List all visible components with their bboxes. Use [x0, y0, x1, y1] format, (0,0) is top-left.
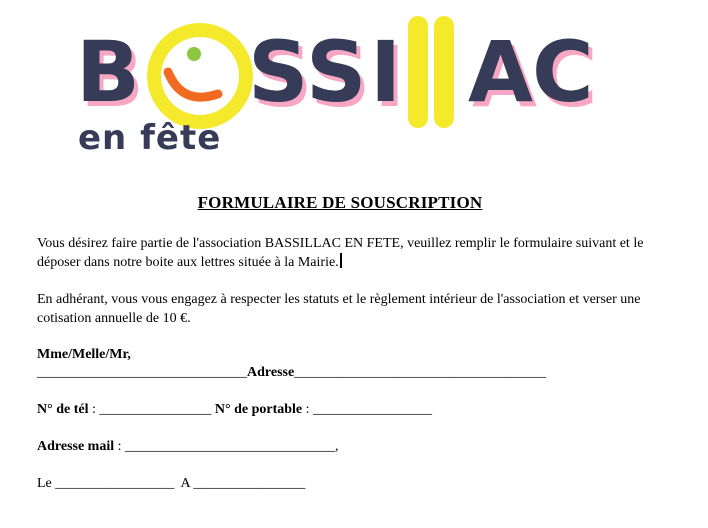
text-cursor: [340, 253, 342, 268]
form-title: FORMULAIRE DE SOUSCRIPTION: [197, 193, 483, 212]
date-field[interactable]: _________________: [55, 476, 175, 491]
logo-letter-s1: S: [248, 23, 309, 121]
bassillac-logo: [70, 2, 610, 172]
address-field[interactable]: ____________________________________: [294, 365, 547, 380]
logo-letter-b: B: [76, 23, 141, 121]
smiley-eye: [187, 47, 201, 61]
smiley-mouth: [168, 72, 218, 97]
name-field[interactable]: ______________________________: [37, 365, 247, 380]
email-field[interactable]: ______________________________,: [125, 439, 339, 454]
membership-paragraph: En adhérant, vous vous engagez à respecter les statuts et le règlement intérieur de l'association et verser une cotisation annuelle de 10 €.: [37, 292, 641, 326]
logo-letter-a: A: [468, 23, 534, 121]
pillar-right: [434, 16, 454, 128]
intro-paragraph: [37, 234, 677, 272]
address-label: Adresse: [247, 365, 295, 380]
logo-letter-c: C: [532, 23, 594, 121]
email-label: Adresse mail: [37, 439, 115, 454]
intro-text: Vous désirez faire partie de l'association BASSILLAC EN FETE, veuillez remplir le formulaire suivant et le déposer dans notre boite aux lettres située à la Mairie.: [37, 236, 644, 270]
logo-letter-i: I: [370, 23, 402, 121]
mobile-label: N° de portable: [214, 402, 303, 417]
date-place-row: [37, 475, 305, 493]
date-label: Le: [37, 476, 56, 491]
mobile-field[interactable]: _________________: [313, 402, 433, 417]
phone-row: [37, 401, 432, 419]
mobile-sep: :: [302, 402, 314, 417]
phone-label: N° de tél: [37, 402, 89, 417]
pillar-left: [408, 16, 428, 128]
name-address-row: [37, 364, 546, 382]
email-sep: :: [114, 439, 126, 454]
email-row: [37, 438, 339, 456]
logo-letter-s2: S: [306, 23, 367, 121]
place-label: A: [174, 476, 194, 491]
place-field[interactable]: ________________: [193, 476, 306, 491]
phone-field[interactable]: ________________: [99, 402, 212, 417]
phone-sep: :: [88, 402, 100, 417]
name-label: Mme/Melle/Mr,: [37, 347, 131, 362]
logo-subtitle: en fête: [78, 118, 222, 158]
